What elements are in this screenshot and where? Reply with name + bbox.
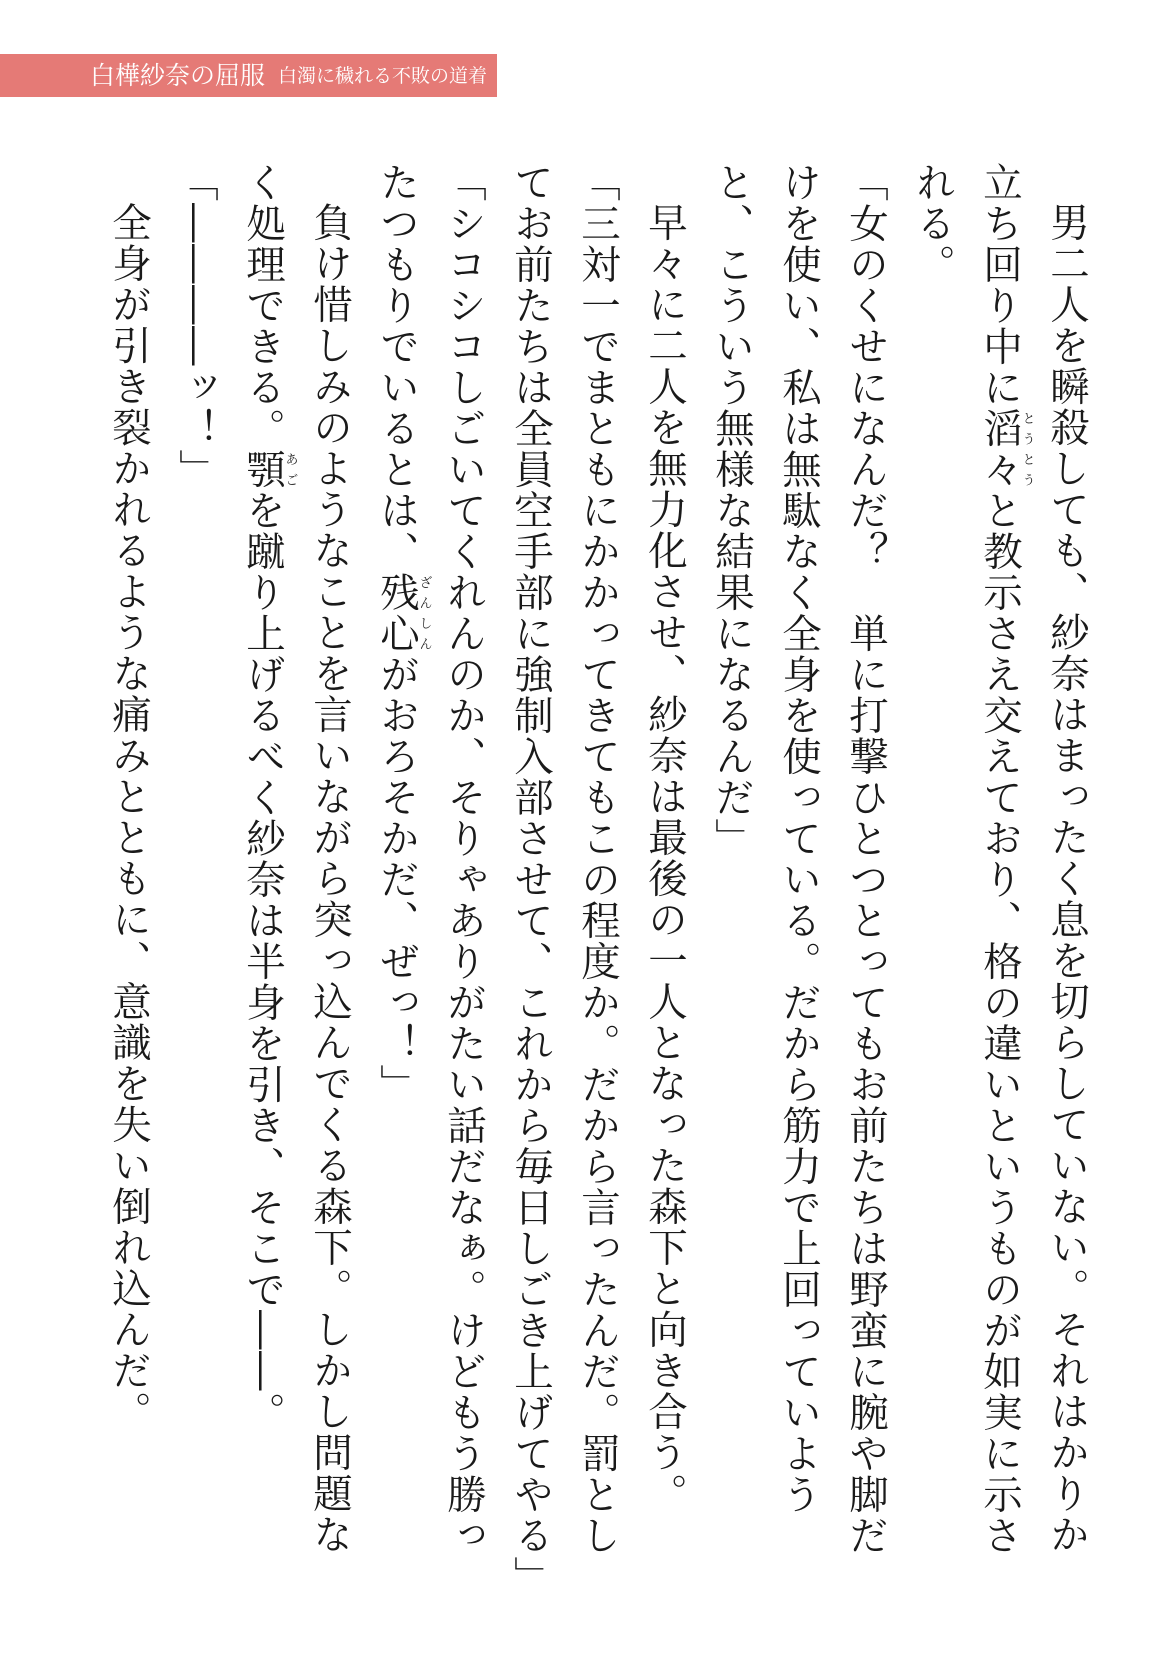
- paragraph-3: 早々に二人を無力化させ、紗奈は最後の一人となった森下と向き合う。: [642, 201, 688, 1514]
- paragraph-6-text-b: を蹴り上げるべく紗奈は半身を引き、そこで――。: [240, 490, 286, 1433]
- ruby-toutou-base: 滔々: [977, 408, 1023, 490]
- ruby-toutou: [977, 408, 1035, 490]
- vertical-body-text: [106, 162, 1100, 1597]
- ruby-zanshin: [374, 572, 432, 654]
- header-title: 白樺紗奈の屈服: [90, 61, 266, 90]
- paragraph-1: [899, 162, 1100, 1592]
- paragraph-5: [363, 162, 497, 1592]
- paragraph-8: 全身が引き裂かれるような痛みとともに、意識を失い倒れ込んだ。: [106, 201, 152, 1432]
- paragraph-7: 「――――ッ！」: [173, 162, 219, 490]
- ruby-ago-reading: あご: [282, 449, 298, 490]
- paragraph-6-text-a: 負け惜しみのようなことを言いながら突っ込んでくる森下。しかし問題なく処理できる。: [240, 162, 353, 1555]
- paragraph-5-text-a: 「シコシコしごいてくれんのか、そりゃありがたい話だなぁ。けどもう勝ったつもりでいるとは、: [374, 162, 487, 1556]
- ruby-toutou-reading: とうとう: [1019, 408, 1035, 490]
- paragraph-4: 「三対一でまともにかかってきてもこの程度か。だから言ったんだ。罰としてお前たちは全員空手部に強制入部させて、これから毎日しごき上げてやる」: [508, 162, 621, 1597]
- running-header: [0, 54, 497, 97]
- ruby-zanshin-reading: ざんしん: [416, 572, 432, 654]
- ruby-zanshin-base: 残心: [374, 572, 420, 654]
- paragraph-1-text-b: と教示さえ交えており、格の違いというものが如実に示される。: [910, 162, 1023, 1556]
- paragraph-1-text-a: 男二人を瞬殺しても、紗奈はまったく息を切らしていない。それはかりか立ち回り中に: [977, 162, 1090, 1555]
- paragraph-5-text-b: がおろそかだ、ぜっ！」: [374, 654, 420, 1105]
- header-subtitle: 白濁に穢れる不敗の道着: [278, 65, 488, 87]
- paragraph-6: [229, 162, 363, 1592]
- paragraph-2: 「女のくせになんだ？ 単に打撃ひとつとってもお前たちは野蛮に腕や脚だけを使い、私は無駄なく全身を使っている。だから筋力で上回っていようと、こういう無様な結果になるんだ」: [709, 162, 889, 1556]
- ruby-ago: [240, 449, 298, 490]
- ruby-ago-base: 顎: [240, 449, 286, 490]
